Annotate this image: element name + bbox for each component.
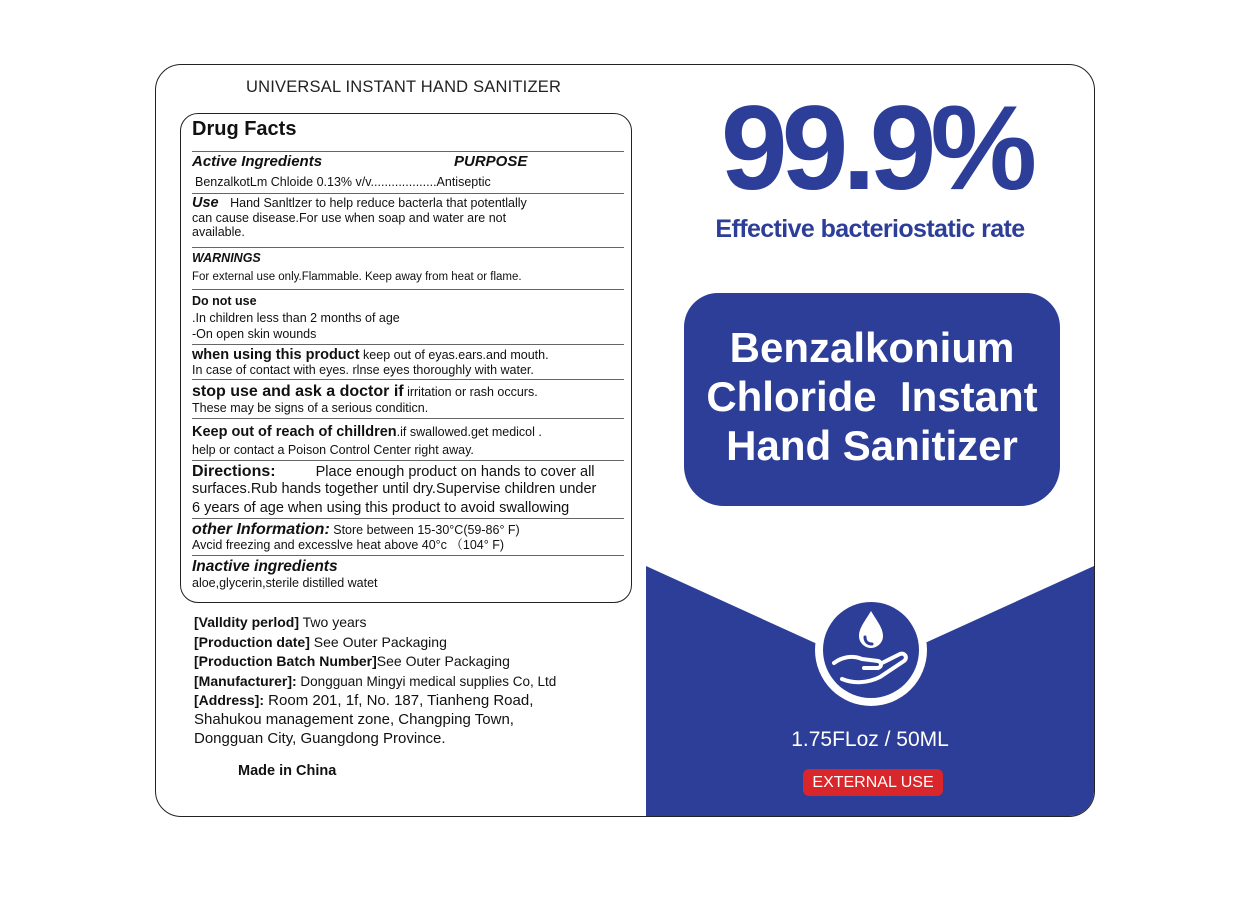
directions-text-line3: 6 years of age when using this product to avoid swallowing: [192, 500, 570, 516]
keep-out-section: [192, 423, 624, 459]
active-ingredients-row: [192, 153, 624, 171]
inactive-ingredients-text: aloe,glycerin,sterile distilled watet: [192, 576, 378, 590]
when-using-text-line2: In case of contact with eyes. rlnse eyes thoroughly with water.: [192, 362, 534, 377]
stop-use-heading: stop use and ask a doctor if: [192, 383, 404, 400]
drug-facts-title: Drug Facts: [192, 118, 297, 140]
stop-use-section: [192, 384, 624, 416]
address-line-3: Dongguan City, Guangdong Province.: [194, 730, 446, 747]
keep-out-text-line2: help or contact a Poison Control Center right away.: [192, 443, 474, 457]
validity-label: [Valldity perlod]: [194, 614, 300, 630]
volume-text: 1.75FLoz / 50ML: [791, 728, 949, 751]
batch-row: [194, 652, 556, 672]
production-date-value: See Outer Packaging: [309, 633, 447, 650]
product-title: Benzalkonium Chloride Instant Hand Sanitizer: [706, 324, 1038, 469]
divider: [192, 247, 624, 248]
when-using-section: [192, 348, 624, 377]
made-in: Made in China: [238, 763, 337, 779]
address-line-2: Shahukou management zone, Changping Town,: [194, 711, 514, 728]
manufacturer-label: [Manufacturer]:: [194, 672, 297, 689]
other-information-heading: other Information:: [192, 521, 330, 538]
label-left-panel: [156, 65, 646, 816]
purpose-heading: PURPOSE: [454, 153, 528, 170]
percent-figure: 99.9%: [720, 81, 1032, 215]
label-right-panel: [646, 65, 1094, 816]
do-not-use-heading: Do not use: [192, 294, 257, 308]
use-label: Use: [192, 195, 219, 211]
warnings-section: [192, 251, 624, 288]
divider: [192, 460, 624, 461]
stop-use-text: irritation or rash occurs.: [403, 385, 538, 399]
address-label: [Address]:: [194, 692, 265, 708]
directions-text-line2: surfaces.Rub hands together until dry.Supervise children under: [192, 480, 597, 497]
when-using-heading: when using this product: [192, 347, 360, 363]
use-text-line2: can cause disease.For use when soap and water are not: [192, 210, 507, 225]
divider: [192, 418, 624, 419]
validity-row: [194, 613, 556, 633]
batch-label: [Production Batch Number]: [194, 653, 377, 669]
directions-heading: Directions:: [192, 463, 276, 480]
directions-text: Place enough product on hands to cover all: [315, 464, 595, 480]
use-text: Hand Sanltlzer to help reduce bacterla that potentlally: [230, 196, 527, 210]
validity-value: Two years: [299, 614, 367, 630]
directions-section: [192, 464, 624, 519]
do-not-use-item-1: .In children less than 2 months of age: [192, 310, 400, 325]
other-information-text: Store between 15-30°C(59-86° F): [329, 523, 520, 537]
production-date-label: [Production date]: [194, 633, 310, 650]
divider: [192, 289, 624, 290]
batch-value: See Outer Packaging: [376, 653, 510, 669]
warnings-heading: WARNINGS: [192, 251, 261, 265]
drug-facts-panel: [180, 113, 632, 603]
effective-rate-text: Effective bacteriostatic rate: [715, 215, 1025, 243]
keep-out-heading: Keep out of reach of chilldren: [192, 424, 397, 440]
address-row: [194, 691, 556, 710]
divider: [192, 518, 624, 519]
inactive-ingredients-section: [192, 559, 624, 591]
use-section: [192, 196, 624, 240]
product-title-box: [684, 293, 1060, 506]
other-information-text-line2: Avcid freezing and excesslve heat above 40°c （104° F): [192, 538, 505, 552]
manufacturer-value: Dongguan Mingyi medical supplies Co, Ltd: [296, 673, 557, 689]
warnings-text: For external use only.Flammable. Keep away from heat or flame.: [192, 270, 522, 283]
divider: [192, 151, 624, 152]
do-not-use-item-2: -On open skin wounds: [192, 327, 317, 341]
production-date-row: [194, 633, 556, 653]
inactive-ingredients-heading: Inactive ingredients: [192, 558, 338, 575]
brand-title: UNIVERSAL INSTANT HAND SANITIZER: [246, 78, 562, 96]
active-ingredients-heading: Active Ingredients: [192, 153, 323, 170]
external-use-badge: EXTERNAL USE: [803, 769, 943, 796]
use-text-line3: available.: [192, 225, 245, 239]
divider: [192, 344, 624, 345]
keep-out-text: .if swallowed.get medicol .: [396, 425, 542, 439]
product-label: [155, 64, 1095, 817]
stop-use-text-line2: These may be signs of a serious conditicn.: [192, 401, 429, 415]
active-ingredient-line: BenzalkotLm Chloide 0.13% v/v...................Antiseptic: [195, 175, 491, 189]
divider: [192, 379, 624, 380]
divider: [192, 555, 624, 556]
hand-water-drop-icon: [812, 591, 930, 709]
divider: [192, 193, 624, 194]
product-details: [194, 613, 556, 748]
when-using-text: keep out of eyas.ears.and mouth.: [359, 348, 549, 362]
manufacturer-row: [194, 672, 556, 692]
address-value: Room 201, 1f, No. 187, Tianheng Road,: [264, 692, 534, 709]
do-not-use-section: [192, 293, 624, 343]
other-information-section: [192, 522, 624, 553]
